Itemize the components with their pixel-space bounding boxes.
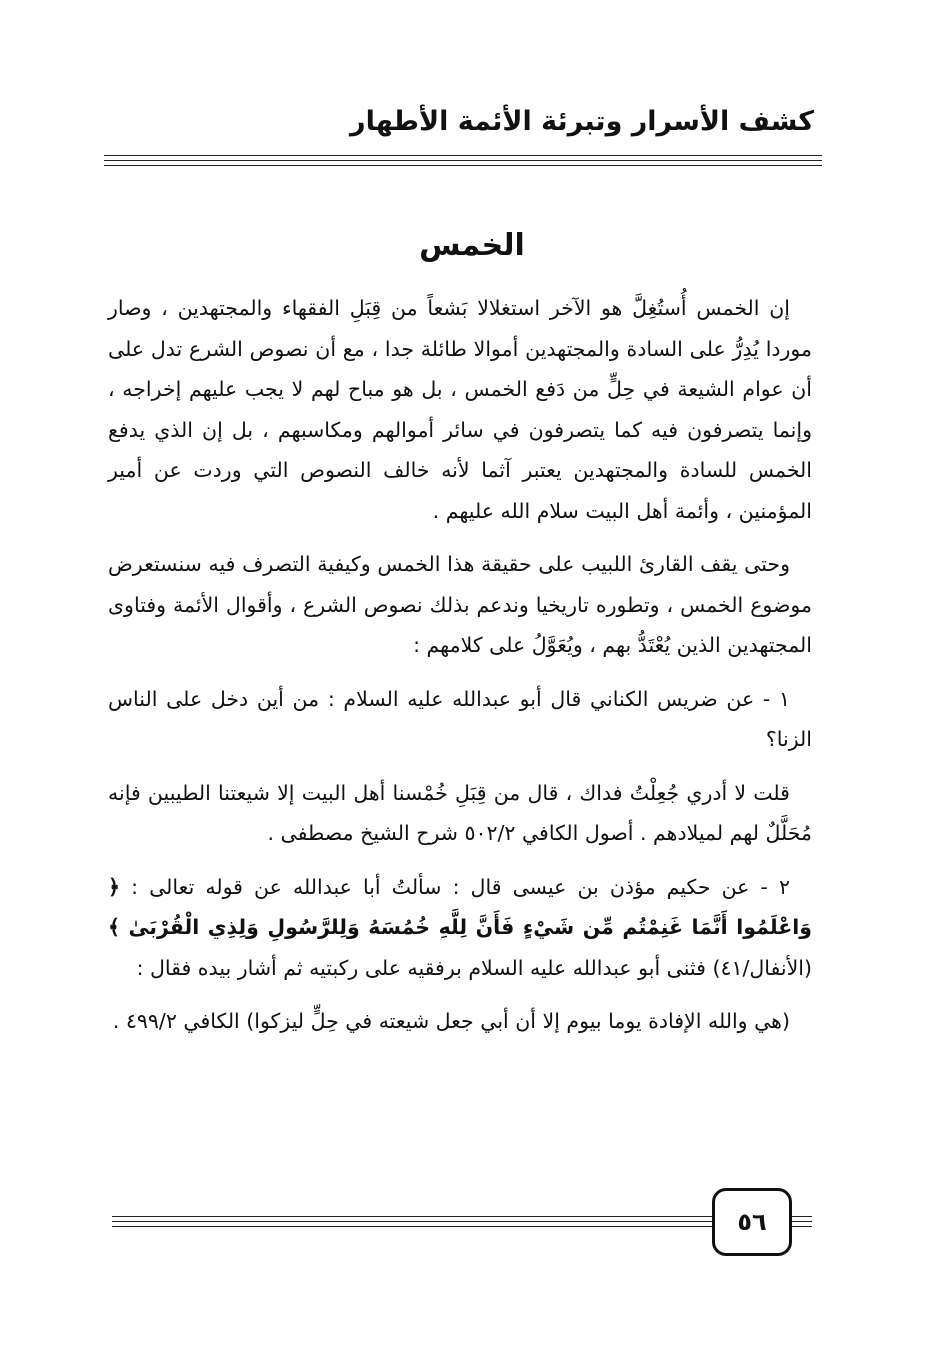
paragraph-reader-note: وحتى يقف القارئ اللبيب على حقيقة هذا الخمس وكيفية التصرف فيه سنستعرض موضوع الخمس ، وتطوره تاريخيا وندعم بذلك نصوص الشرع ، وأقوال الأئمة وفتاوى المجتهدين الذين يُعْتَدُّ بهم ، ويُعَوَّلُ على كلامهم : [108,552,812,657]
footer-rule-right-middle [792,1221,812,1222]
paragraph-final-quote: (هي والله الإفادة يوما بيوم إلا أن أبي جعل شيعته في حِلٍّ ليزكوا) الكافي ٤٩٩/٢ . [112,1009,790,1033]
header-rule-top [104,155,822,156]
header-rule-bottom [104,165,822,166]
running-header-book-title: كشف الأسرار وتبرئة الأئمة الأطهار [350,106,814,137]
page-number: ٥٦ [712,1188,792,1256]
hadith-two-continuation: فثنى أبو عبدالله عليه السلام برفقيه على ركبتيه ثم أشار بيده فقال : [136,955,706,980]
quran-verse: ﴿ وَاعْلَمُوا أَنَّمَا غَنِمْتُم مِّن شَيْءٍ فَأَنَّ لِلَّهِ خُمُسَهُ وَلِلرَّسُولِ وَلِذِي الْقُرْبَىٰ ﴾ [108,874,812,939]
paragraph-khums-intro: إن الخمس أُستُغِلَّ هو الآخر استغلالا بَشعاً من قِبَلِ الفقهاء والمجتهدين ، وصار موردا يُدِرُّ على السادة والمجتهدين أموالا طائلة جدا ، مع أن نصوص الشرع تدل على أن عوام الشيعة في حِلٍّ من دَفع الخمس ، بل هو مباح لهم لا يجب عليهم إخراجه ، وإنما يتصرفون فيه كما يتصرفون في سائر أموالهم ومكاسبهم ، بل إن الذي يدفع الخمس للسادة والمجتهدين يعتبر آثما لأنه خالف النصوص التي وردت عن أمير المؤمنين ، وأئمة أهل البيت سلام الله عليهم . [108,296,812,523]
footer-rule-right-top [792,1216,812,1217]
paragraph-hadith-two [108,867,812,989]
footer-rule-left-middle [112,1221,712,1222]
footer-rule-left-bottom [112,1226,712,1227]
footer-rule-right-bottom [792,1226,812,1227]
footer-rule-left-top [112,1216,712,1217]
section-title: الخمس [419,228,525,263]
body-text [108,288,812,1055]
header-rule-middle [104,160,822,161]
hadith-two-intro: ٢ - عن حكيم مؤذن بن عيسى قال : سألتُ أبا عبدالله عن قوله تعالى : [131,874,790,899]
paragraph-hadith-one-answer: قلت لا أدري جُعِلْتُ فداك ، قال من قِبَلِ خُمْسنا أهل البيت إلا شيعتنا الطيبين فإنه مُحَلَّلٌ لهم لميلادهم . أصول الكافي ٥٠٢/٢ شرح الشيخ مصطفى . [108,780,812,845]
paragraph-hadith-one: ١ - عن ضريس الكناني قال أبو عبدالله عليه السلام : من أين دخل على الناس الزنا؟ [108,686,812,751]
quran-reference: (الأنفال/٤١) [712,955,812,980]
